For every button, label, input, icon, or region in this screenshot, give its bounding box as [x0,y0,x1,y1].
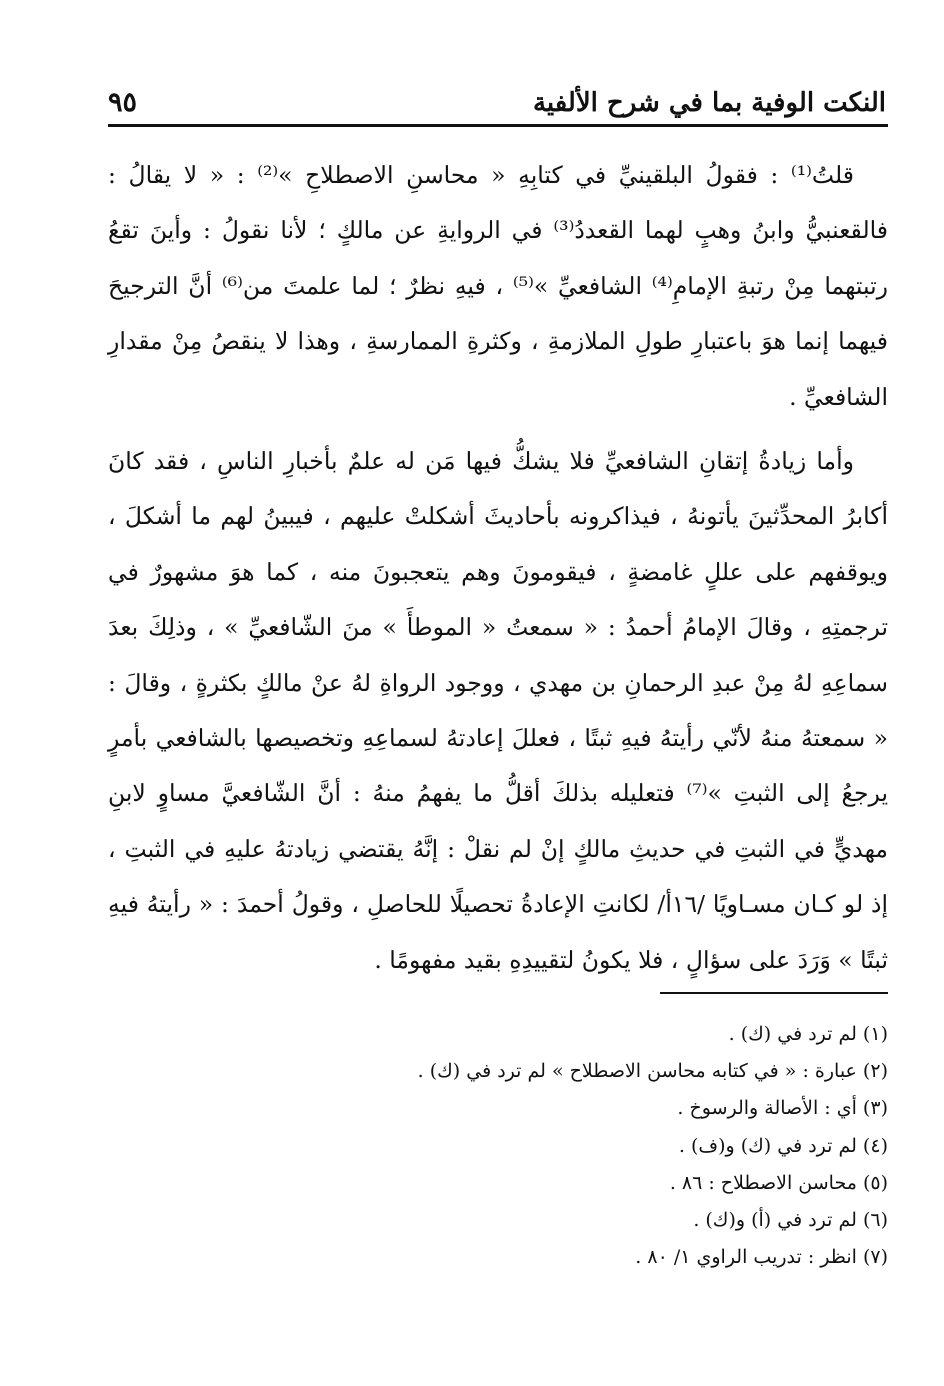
footnotes [108,1016,888,1276]
paragraph: وأما زيادةُ إتقانِ الشافعيِّ فلا يشكُّ فيها مَن له علمٌ بأخبارِ الناسِ ، فقد كانَ أكابرُ المحدِّثينَ يأتونهُ ، فيذاكرونه بأحاديثَ أشكلتْ عليهم ، فيبينُ لهم ما أشكلَ ، ويوقفهم على عللٍ غامضةٍ ، فيقومونَ وهم يتعجبونَ منه ، كما هوَ مشهورٌ في ترجمتِهِ ، وقالَ الإمامُ أحمدُ : « سمعتُ « الموطأَ » منَ الشّافعيِّ » ، وذلِكَ بعدَ سماعِهِ لهُ مِنْ عبدِ الرحمانِ بن مهدي ، ووجود الرواةِ لهُ عنْ مالكٍ بكثرةٍ ، وقالَ : « سمعتهُ منهُ لأنّي رأيتهُ فيهِ ثبتًا ، فعللَ إعادتهُ لسماعِهِ وتخصيصها بالشافعي بأمرٍ يرجعُ إلى الثبتِ »⁽⁷⁾ فتعليله بذلكَ أقلُّ ما يفهمُ منهُ : أنَّ الشّافعيَّ مساوٍ لابنِ مهديٍّ في الثبتِ في حديثِ مالكٍ إنْ لم نقلْ : إنَّهُ يقتضي زيادتهُ عليهِ في الثبتِ ، إذ لو كـان مسـاويًا /١٦أ/ لكانتِ الإعادةُ تحصيلًا للحاصلِ ، وقولُ أحمدَ : « رأيتهُ فيهِ ثبتًا » وَرَدَ على سؤالٍ ، فلا يكونُ لتقييدِهِ بقيد مفهومًا . [108,447,889,974]
footnote-item: (٣) أي : الأصالة والرسوخ . [677,1097,888,1120]
footnote-divider [660,992,888,994]
page-number: ٩٥ [108,87,138,118]
footnote-item: (٦) لم ترد في (أ) و(ك) . [693,1209,888,1232]
footnote-item: (١) لم ترد في (ك) . [728,1023,888,1045]
main-text [108,148,888,988]
running-title: النكت الوفية بما في شرح الألفية [532,88,886,118]
paragraph: قلتُ⁽¹⁾ : فقولُ البلقينيِّ في كتابِهِ « محاسنِ الاصطلاحِ »⁽²⁾ : « لا يقالُ : فالقعنبيُّ وابنُ وهبٍ لهما القعددُ⁽³⁾ في الروايةِ عن مالكٍ ؛ لأنا نقولُ : وأينَ تقعُ رتبتهما مِنْ رتبةِ الإمامِ⁽⁴⁾ الشافعيِّ »⁽⁵⁾ ، فيهِ نظرٌ ؛ لما علمتَ من⁽⁶⁾ أنَّ الترجيحَ فيهما إنما هوَ باعتبارِ طولِ الملازمةِ ، وكثرةِ الممارسةِ ، وهذا لا ينقصُ مِنْ مقدارِ الشافعيِّ . [108,161,889,411]
page-header [108,62,886,118]
footnote-item: (٤) لم ترد في (ك) و(ف) . [678,1134,888,1157]
footnote-item: (٢) عبارة : « في كتابه محاسن الاصطلاح » لم ترد في (ك) . [417,1060,888,1083]
footnote-item: (٥) محاسن الاصطلاح : ٨٦ . [669,1171,888,1194]
header-divider [108,124,888,127]
footnote-item: (٧) انظر : تدريب الراوي ١/ ٨٠ . [635,1246,888,1269]
